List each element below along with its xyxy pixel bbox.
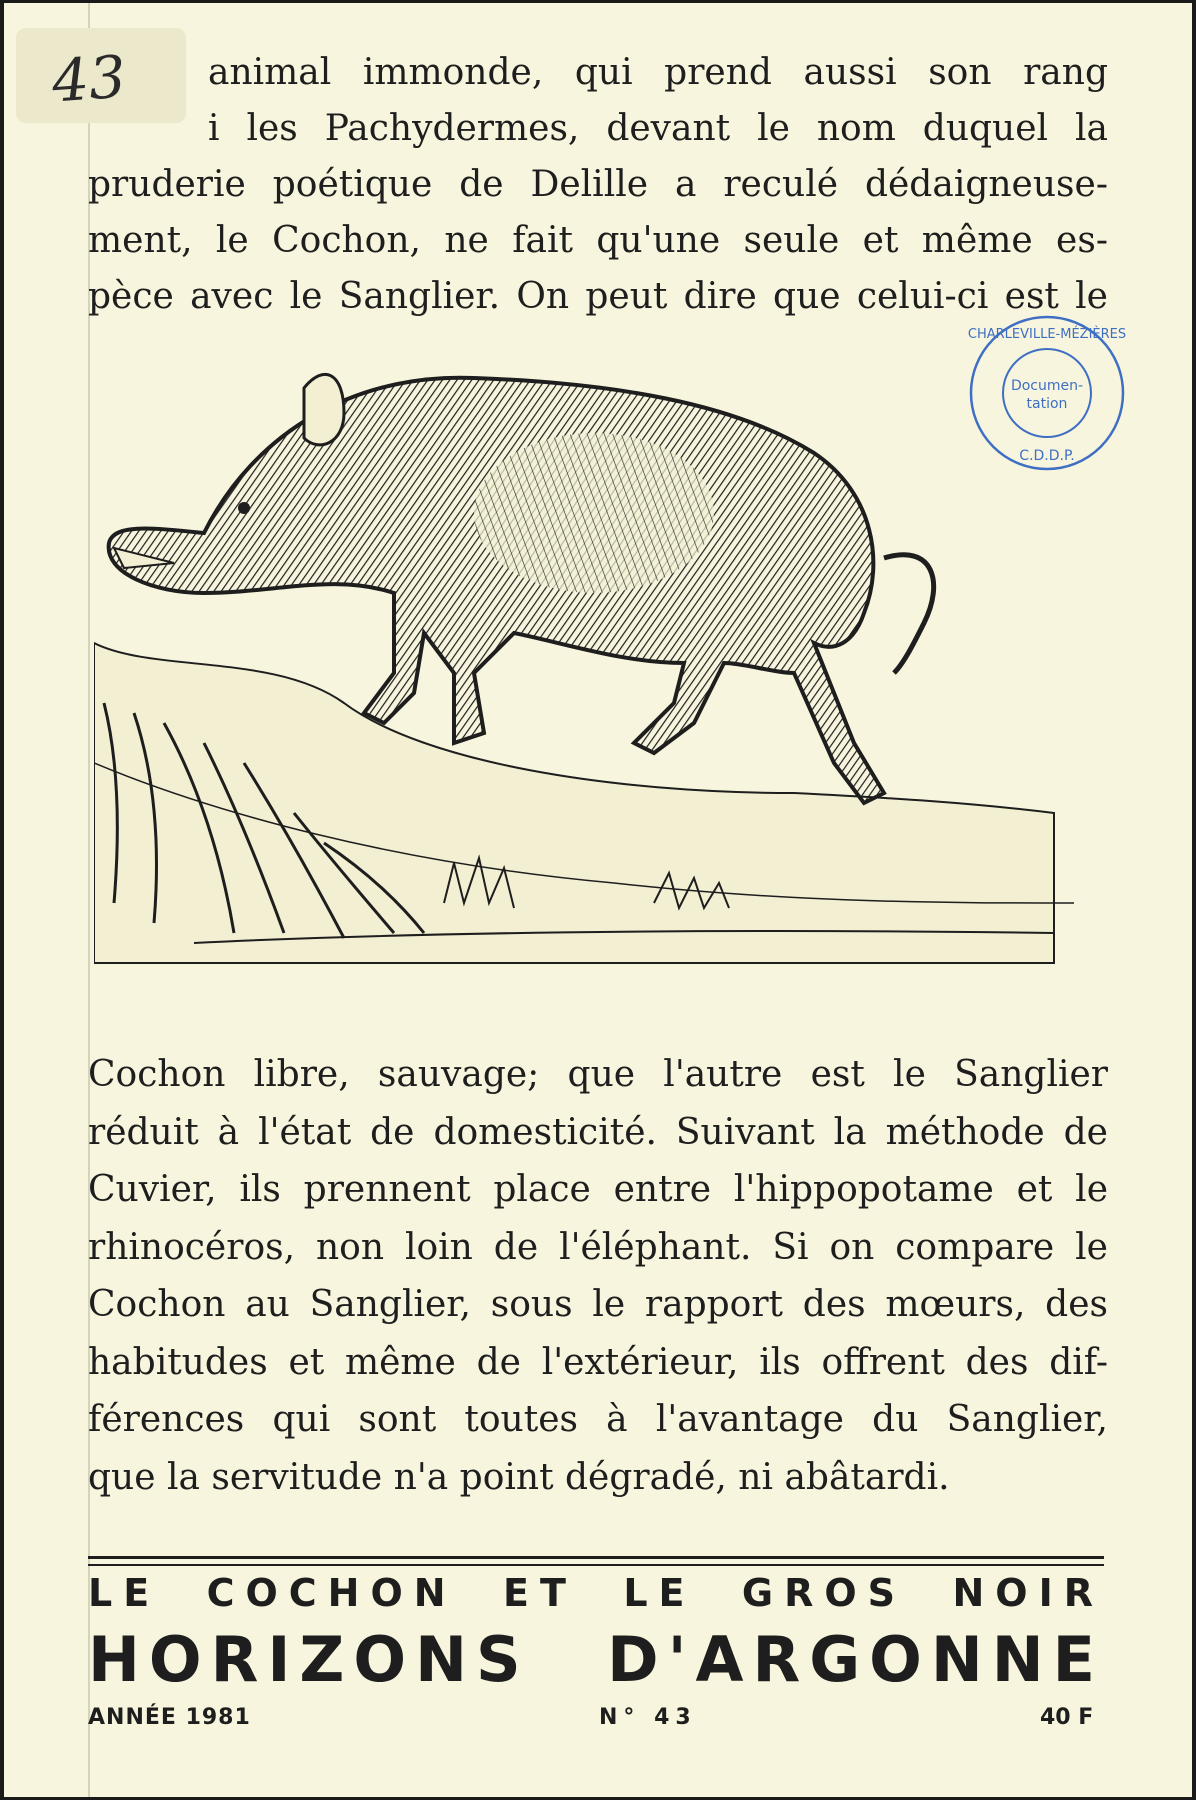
text-line: Cochon libre, sauvage; que l'autre est le Sanglier [88, 1054, 1108, 1095]
ground-and-grass [94, 643, 1074, 963]
footer-rule-top [88, 1556, 1104, 1559]
footer-rule-bottom [88, 1564, 1104, 1566]
handwritten-issue-number: 43 [49, 42, 129, 116]
stamp-center-line-1: Documen- [1010, 378, 1084, 394]
text-line: pèce avec le Sanglier. On peut dire que celui-ci est le [88, 276, 1108, 317]
text-line: réduit à l'état de domesticité. Suivant la méthode de [88, 1111, 1108, 1153]
wild-boar-engraving [94, 343, 1074, 1003]
text-line: habitudes et même de l'extérieur, ils offrent des dif- [88, 1341, 1108, 1383]
magazine-cover [4, 3, 1192, 1797]
magazine-title: HORIZONS D'ARGONNE [88, 1623, 1104, 1696]
text-line: que la servitude n'a point dégradé, ni abâtardi. [88, 1456, 950, 1498]
stamp-center-line-2: tation [1026, 396, 1068, 412]
text-line: rhinocéros, non loin de l'éléphant. Si on compare le [88, 1226, 1108, 1268]
price: 40 F [1040, 1705, 1094, 1730]
text-line: ment, le Cochon, ne fait qu'une seule et même es- [88, 220, 1108, 261]
body-text-top [88, 45, 1108, 325]
text-line: Cuvier, ils prennent place entre l'hippopotame et le [88, 1169, 1108, 1210]
stamp-bottom-text: C.D.D.P. [1019, 448, 1075, 464]
body-text-bottom [88, 1046, 1108, 1506]
issue-number: N° 43 [599, 1705, 697, 1730]
text-line: férences qui sont toutes à l'avantage du Sanglier, [88, 1399, 1108, 1440]
stamp-ring-text: CHARLEVILLE-MÉZIÈRES [967, 327, 1127, 342]
library-stamp [962, 308, 1132, 478]
publication-year: ANNÉE 1981 [88, 1705, 251, 1730]
text-line: animal immonde, qui prend aussi son rang [208, 52, 1108, 93]
issue-title: LE COCHON ET LE GROS NOIR [88, 1571, 1104, 1615]
text-line: i les Pachydermes, devant le nom duquel la [208, 108, 1108, 149]
text-line: pruderie poétique de Delille a reculé dédaigneuse- [88, 164, 1108, 205]
text-line: Cochon au Sanglier, sous le rapport des mœurs, des [88, 1284, 1108, 1325]
